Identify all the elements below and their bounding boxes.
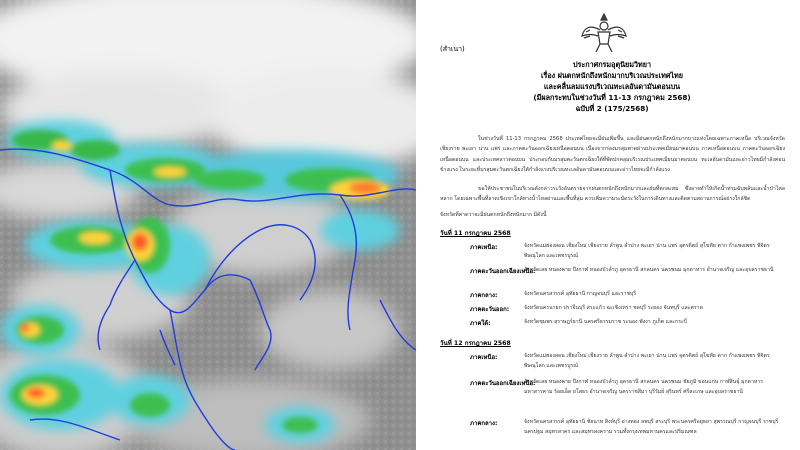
region-text: จังหวัดนครสวรรค์ อุทัยธานี ชัยนาท สิงห์บุรี อ่างทอง ลพบุรี สระบุรี พระนครศรีอยุธยา สุพรรณบุรี กาญจนบุรี ราชบุรี นครปฐม สมุทรสาคร และสมุทรสงคราม รวมทั้งกรุงเทพมหานครและปริมณฑล <box>524 419 779 435</box>
header-line-4: (มีผลกระทบในช่วงวันที่ 11-13 กรกฎาคม 2568) <box>533 93 691 102</box>
region-label: ภาคเหนือ: <box>470 354 498 361</box>
region-text: จังหวัดนครนายก ปราจีนบุรี สระแก้ว ฉะเชิงเทรา ชลบุรี ระยอง จันทบุรี และตราด <box>524 305 703 311</box>
paragraph-2-text: ขอให้ประชาชนในบริเวณดังกล่าวระวังอันตรายจากฝนตกหนักถึงหนักมากและฝนที่ตกสะสม ซึ่งอาจทำให้เกิดน้ำท่วมฉับพลันและน้ำป่าไหลหลาก โดยเฉพาะพื้นที่ลาดเชิงเขาใกล้ทางน้ำไหลผ่านและพื้นที่ลุ่ม ควรเพิ่มความระมัดระวังในการเดินทางและติดตามสถานการณ์อย่างใกล้ชิด <box>440 186 785 203</box>
header-line-1: ประกาศกรมอุตุนิยมวิทยา <box>572 60 652 69</box>
region-text: จังหวัดแม่ฮ่องสอน เชียงใหม่ เชียงราย ลำพูน ลำปาง พะเยา น่าน แพร่ อุตรดิตถ์ สุโขทัย ตาก กำแพงเพชร พิจิตร พิษณุโลก และเพชรบูรณ์ <box>524 353 770 369</box>
garuda-emblem-icon <box>580 10 628 54</box>
paragraph-3-text: จังหวัดที่คาดว่าจะมีฝนตกหนักถึงหนักมาก มีดังนี้ <box>440 212 547 218</box>
day-title-2: วันที่ 12 กรกฎาคม 2568 <box>440 340 511 347</box>
region-text: จังหวัดเลย หนองคาย บึงกาฬ หนองบัวลำภู อุดรธานี สกลนคร นครพนม ชัยภูมิ ขอนแก่น กาฬสินธุ์ มุกดาหาร มหาสารคาม ร้อยเอ็ด ยโสธร อำนาจเจริญ นครราชสีมา บุรีรัมย์ สุรินทร์ ศรีสะเกษ และอุบลราชธานี <box>524 379 763 395</box>
header-line-2: เรื่อง ฝนตกหนักถึงหนักมากบริเวณประเทศไทย <box>541 71 683 80</box>
region-label: ภาคกลาง: <box>470 292 498 299</box>
header-line-3: และคลื่นลมแรงบริเวณทะเลอันดามันตอนบน <box>543 82 681 91</box>
region-text: จังหวัดเลย หนองคาย บึงกาฬ หนองบัวลำภู อุดรธานี สกลนคร นครพนม มุกดาหาร อำนาจเจริญ และอุบลราชธานี <box>524 267 774 273</box>
region-label: ภาคตะวันออกเฉียงเหนือ: <box>470 268 536 275</box>
region-label: ภาคใต้: <box>470 320 491 327</box>
paragraph-1-text: ในช่วงวันที่ 11-13 กรกฎาคม 2568 ประเทศไทยจะมีฝนเพิ่มขึ้น และมีฝนตกหนักถึงหนักมากบางแห่งโดยเฉพาะภาคเหนือ บริเวณจังหวัดเชียงราย พะเยา น่าน แพร่ และภาคตะวันออกเฉียงเหนือตอนบน เนื่องจากร่องมรสุมพาดผ่านประเทศเมียนมาตอนบน ภาคเหนือตอนบน ภาคตะวันออกเฉียงเหนือตอนบน และประเทศลาวตอนบน ประกอบกับมรสุมตะวันตกเฉียงใต้ที่พัดปกคลุมบริเวณประเทศเมียนมาตอนบน ทะเลอันดามันและอ่าวไทยมีกำลังค่อนข้างแรง ในระยะที่มรสุมตะวันตกเฉียงใต้กำลังแรงบริเวณทะเลอันดามันตอนบนและอ่าวไทยจะมีกำลังแรง <box>440 136 785 173</box>
region-label: ภาคกลาง: <box>470 420 498 427</box>
paragraph-1 <box>440 134 785 175</box>
region-label: ภาคตะวันออก: <box>470 306 510 313</box>
region-text: จังหวัดชุมพร สุราษฎร์ธานี นครศรีธรรมราช ระนอง พังงา ภูเก็ต และกระบี่ <box>524 319 687 325</box>
region-text: จังหวัดแม่ฮ่องสอน เชียงใหม่ เชียงราย ลำพูน ลำปาง พะเยา น่าน แพร่ อุตรดิตถ์ สุโขทัย ตาก กำแพงเพชร พิจิตร พิษณุโลก และเพชรบูรณ์ <box>524 243 770 259</box>
region-text: จังหวัดนครสวรรค์ อุทัยธานี กาญจนบุรี และราชบุรี <box>524 291 637 297</box>
divider <box>416 0 424 450</box>
region-label: ภาคเหนือ: <box>470 244 498 251</box>
paragraph-2 <box>440 184 785 205</box>
day-title-1: วันที่ 11 กรกฎาคม 2568 <box>440 230 511 237</box>
header-line-5: ฉบับที่ 2 (175/2568) <box>575 104 649 113</box>
office-label: (สำเนา) <box>440 45 465 53</box>
paragraph-3 <box>440 210 785 220</box>
region-label: ภาคตะวันออกเฉียงเหนือ: <box>470 380 536 387</box>
